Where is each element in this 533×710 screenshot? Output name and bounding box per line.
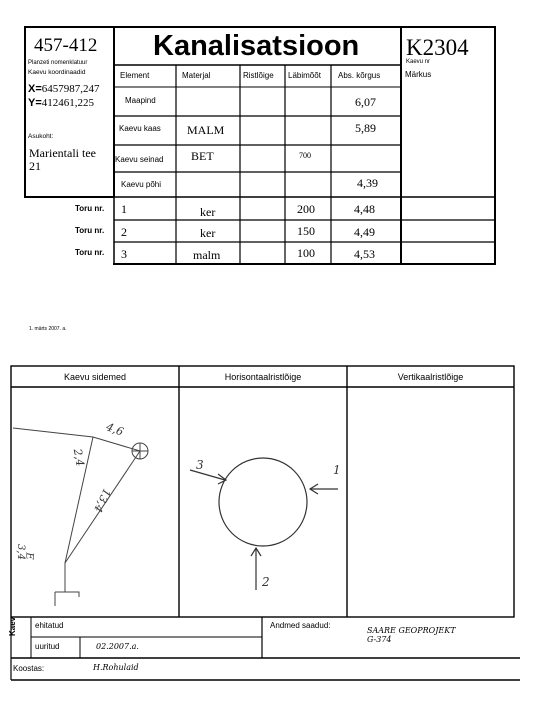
coord-y-prefix: Y= <box>28 97 42 109</box>
coord-y <box>28 98 94 109</box>
surveyed-label: uuritud <box>35 642 60 651</box>
row-element: Kaevu seinad <box>115 155 164 164</box>
dimension-label: 3,4 <box>14 544 26 560</box>
location-line2: 21 <box>29 159 41 173</box>
built-label: ehitatud <box>35 621 64 630</box>
sheet-number: 457-412 <box>34 35 98 56</box>
coord-x <box>28 84 100 95</box>
col-header-height: Abs. kõrgus <box>338 71 381 80</box>
dimension-label: 13,4 <box>91 486 114 515</box>
surveyed-value: 02.2007.a. <box>96 642 139 651</box>
pipe-height: 4,48 <box>354 202 375 216</box>
row-diameter: 700 <box>299 151 311 160</box>
pipe-material: malm <box>193 248 221 262</box>
row-material: MALM <box>187 123 225 137</box>
col-header-diameter: Läbimõõt <box>288 71 321 80</box>
panel-title-well-ties: Kaevu sidemed <box>63 372 127 382</box>
pipe-material: ker <box>200 226 216 240</box>
dimension-label: 4,6 <box>104 420 126 439</box>
pipe-height: 4,53 <box>354 247 375 261</box>
coords-label: Kaevu koordinaadid <box>28 69 86 76</box>
col-header-material: Materjal <box>182 71 211 80</box>
pipe-diameter: 100 <box>297 246 315 260</box>
pipe-number: 3 <box>121 247 127 261</box>
pipe-height: 4,49 <box>354 225 375 239</box>
pipe-3-mark: 3 <box>196 458 204 472</box>
pipe-2-mark: 2 <box>262 575 270 589</box>
well-number-label: Kaevu nr <box>406 59 431 65</box>
data-source-code: G-374 <box>367 635 392 644</box>
pipe-material: ker <box>200 205 216 219</box>
data-source-label: Andmed saadud: <box>270 621 331 630</box>
sheet-number-label: Planzeti nomenklatuur <box>28 60 88 66</box>
col-header-element: Element <box>120 71 150 80</box>
row-element: Kaevu põhi <box>121 180 162 189</box>
pipe-label: Toru nr. <box>75 226 105 235</box>
mark-e: E <box>23 552 35 560</box>
coord-y-value: 412461,225 <box>41 97 95 109</box>
pipe-number: 2 <box>121 225 127 239</box>
pipe-number: 1 <box>121 202 127 216</box>
row-element: Maapind <box>125 96 156 105</box>
col-header-section: Ristlõige <box>243 71 274 80</box>
row-height: 5,89 <box>355 121 376 135</box>
pipe-label: Toru nr. <box>75 248 105 257</box>
row-element: Kaevu kaas <box>119 124 161 133</box>
page-title: Kanalisatsioon <box>153 30 360 62</box>
compiled-label: Koostas: <box>13 664 45 673</box>
panel-title-vertical: Vertikaalristlõige <box>397 372 464 382</box>
pipe-diameter: 200 <box>297 202 315 216</box>
row-height: 4,39 <box>357 176 378 190</box>
date-note: 1. märts 2007. a. <box>29 326 67 332</box>
coord-x-value: 6457987,247 <box>41 83 100 95</box>
pipe-label: Toru nr. <box>75 204 105 213</box>
panel-title-horizontal: Horisontaalristlõige <box>224 372 302 382</box>
pipe-diameter: 150 <box>297 224 315 238</box>
pipe-1-mark: 1 <box>333 463 341 477</box>
location-line1: Marientali tee <box>29 146 96 160</box>
coord-x-prefix: X= <box>28 83 42 95</box>
footer-side-label: Kaev <box>8 616 17 636</box>
data-source-value: SAARE GEOPROJEKT <box>367 626 456 635</box>
row-material: BET <box>191 149 214 163</box>
row-height: 6,07 <box>355 95 376 109</box>
well-number: K2304 <box>406 35 469 60</box>
horizontal-section-sketch <box>190 458 338 590</box>
location-label: Asukoht: <box>28 133 54 140</box>
dimension-label: 2,4 <box>70 447 87 468</box>
col-header-notes: Märkus <box>405 70 432 79</box>
compiled-value: H.Rohulaid <box>93 663 139 672</box>
